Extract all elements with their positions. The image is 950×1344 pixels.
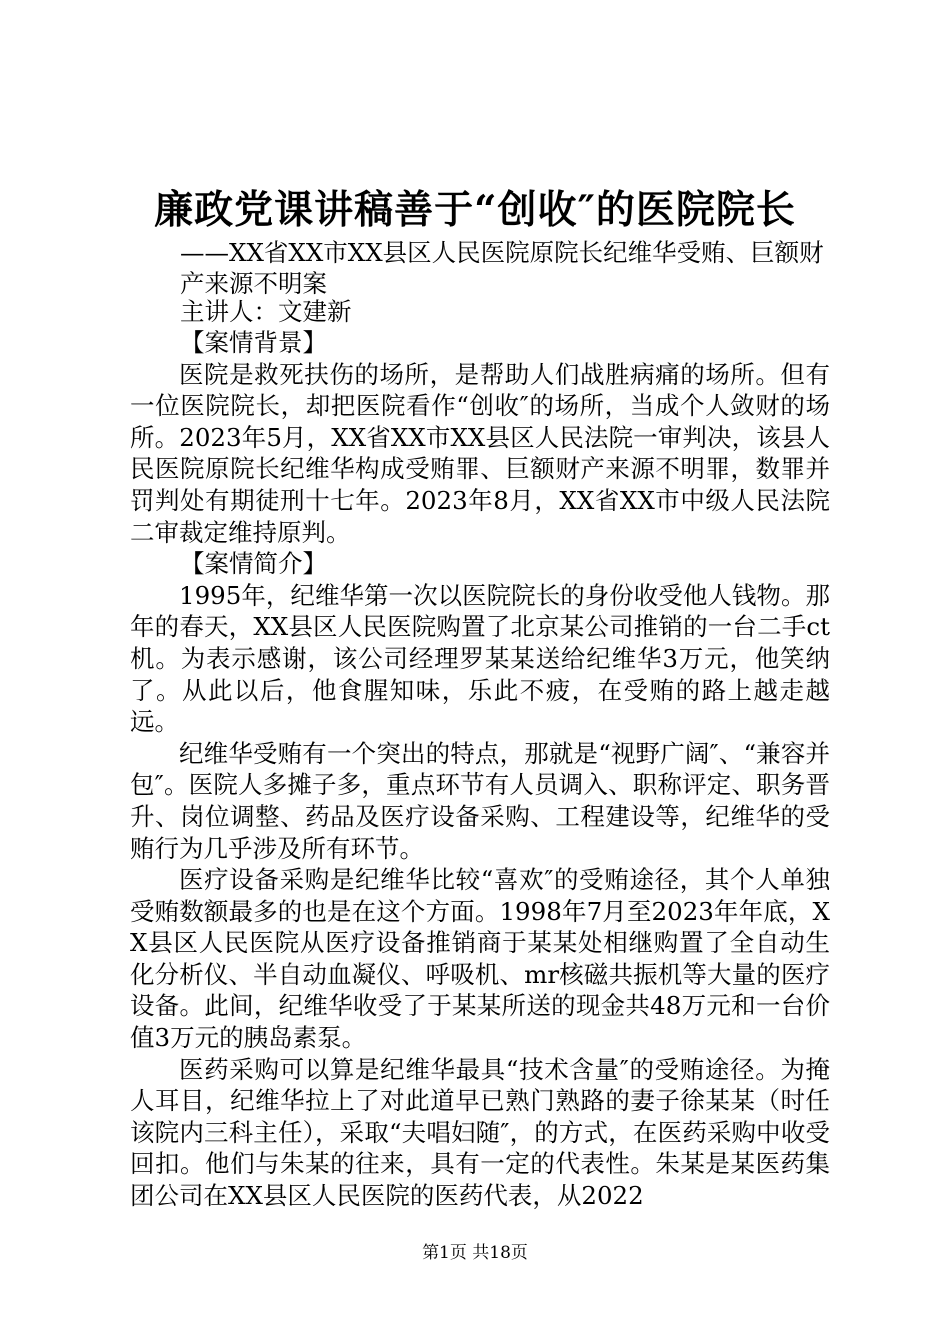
paragraph: 纪维华受贿有一个突出的特点，那就是“视野广阔″、“兼容并包″。医院人多摊子多，重点环节有人员调入、职称评定、职务晋升、岗位调整、药品及医疗设备采购、工程建设等，纪维华的受贿行为几乎涉及所有环节。: [130, 738, 830, 863]
paragraph: 医药采购可以算是纪维华最具“技术含量″的受贿途径。为掩人耳目，纪维华拉上了对此道早已熟门熟路的妻子徐某某（时任该院内三科主任），采取“夫唱妇随″，的方式，在医药采购中收受回扣。他们与朱某的往来，具有一定的代表性。朱某是某医药集团公司在XX县区人民医院的医药代表，从2022: [130, 1054, 830, 1211]
paragraph: 医疗设备采购是纪维华比较“喜欢″的受贿途径，其个人单独受贿数额最多的也是在这个方面。1998年7月至2023年年底，XX县区人民医院从医疗设备推销商于某某处相继购置了全自动生化分析仪、半自动血凝仪、呼吸机、mr核磁共振机等大量的医疗设备。此间，纪维华收受了于某某所送的现金共48万元和一台价值3万元的胰岛素泵。: [130, 865, 830, 1053]
section-heading-summary: 【案情简介】: [180, 549, 327, 579]
paragraph: 医院是救死扶伤的场所，是帮助人们战胜病痛的场所。但有一位医院院长，却把医院看作“创收″的场所，当成个人敛财的场所。2023年5月，XX省XX市XX县区人民法院一审判决，该县人民医院原院长纪维华构成受贿罪、巨额财产来源不明罪，数罪并罚判处有期徒刑十七年。2023年8月，XX省XX市中级人民法院二审裁定维持原判。: [130, 359, 830, 547]
paragraph: 1995年，纪维华第一次以医院院长的身份收受他人钱物。那年的春天，XX县区人民医院购置了北京某公司推销的一台二手ct机。为表示感谢，该公司经理罗某某送给纪维华3万元，他笑纳了。从此以后，他食腥知味，乐此不疲，在受贿的路上越走越远。: [130, 580, 830, 737]
document-title: 廉政党课讲稿善于“创收″的医院院长: [154, 187, 796, 233]
page-footer: 第1页 共18页: [422, 1243, 528, 1263]
document-subtitle: ——XX省XX市XX县区人民医院原院长纪维华受贿、巨额财产来源不明案: [180, 238, 824, 298]
document-body: [130, 327, 830, 1212]
speaker-line: 主讲人：文建新: [180, 297, 352, 326]
section-heading-background: 【案情背景】: [180, 328, 327, 357]
